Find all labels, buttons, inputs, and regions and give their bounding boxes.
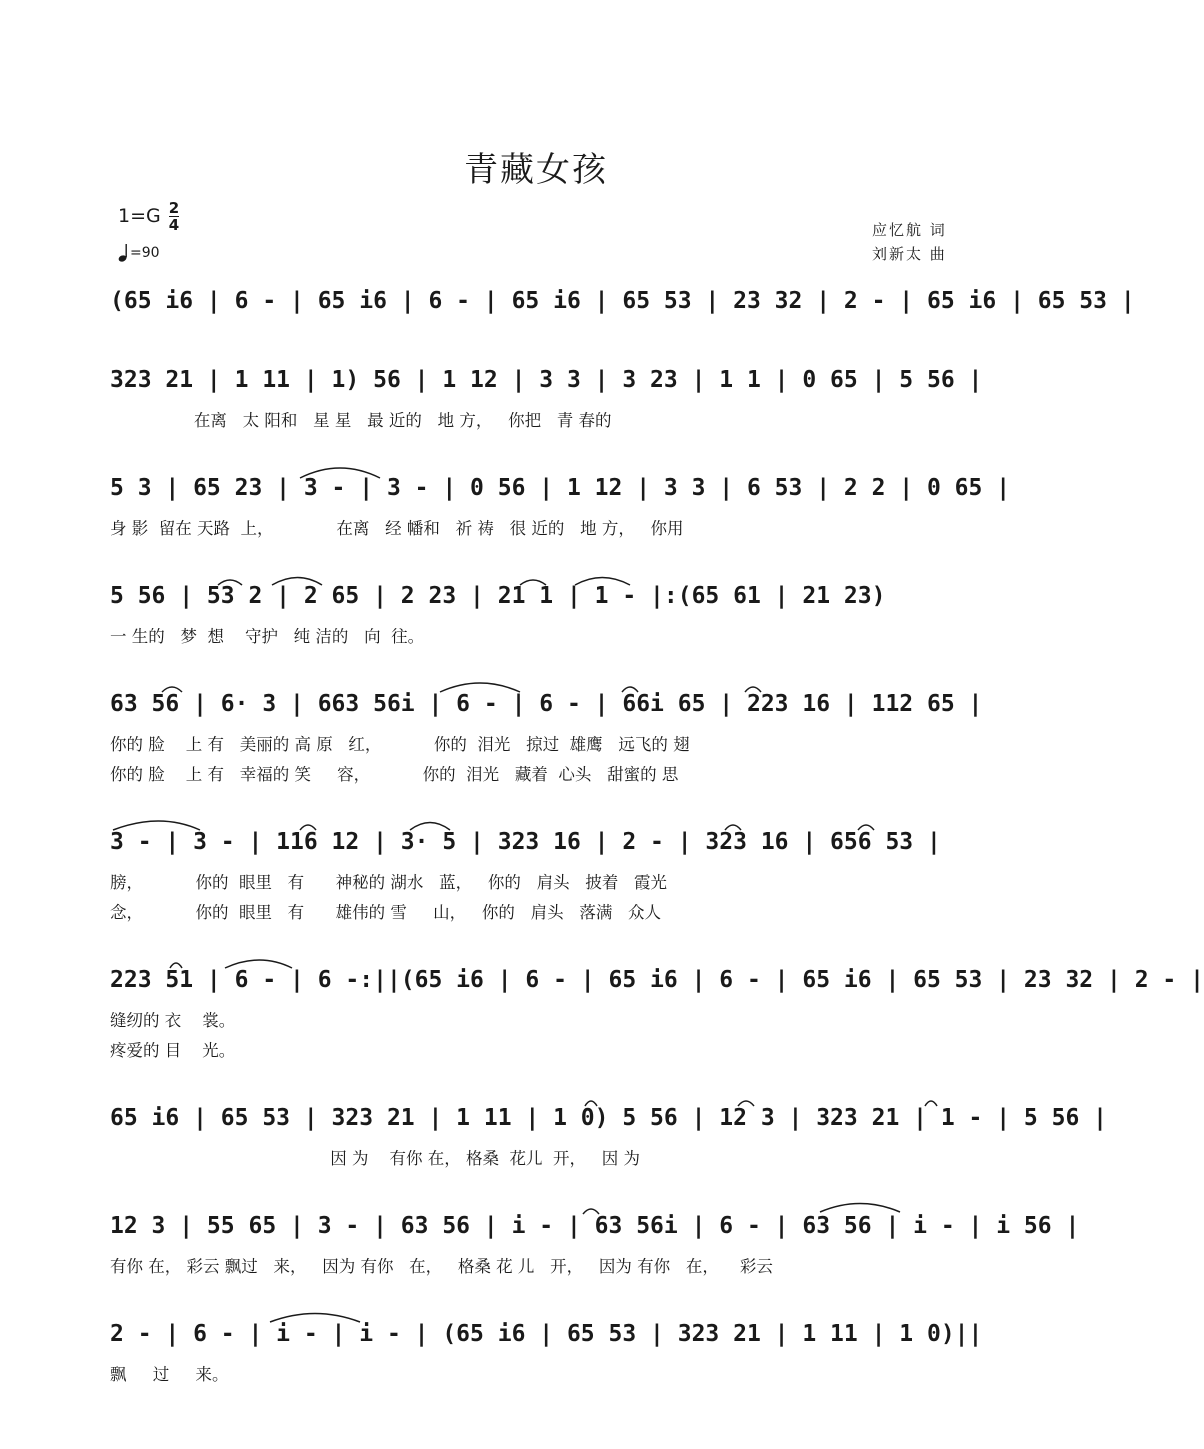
notation-line: 5 3 | 65 23 | 3 - | 3 - | 0 56 | 1 12 | 3 3 | 6 53 | 2 2 | 0 65 |: [110, 475, 1011, 501]
lyricist: 应忆航 词: [872, 221, 947, 239]
time-signature: [169, 200, 179, 233]
lyric-line: 你的 脸 上 有 幸福的 笑 容， 你的 泪光 藏着 心头 甜蜜的 思: [110, 765, 679, 784]
lyric-line: 身 影 留在 天路 上， 在离 经 幡和 祈 祷 很 近的 地 方， 你用: [110, 519, 684, 538]
key-text: 1=G: [118, 205, 161, 227]
notation-line: 223 51 | 6 - | 6 -:||(65 i6 | 6 - | 65 i6 | 6 - | 65 i6 | 65 53 | 23 32 | 2 - |: [110, 967, 1204, 993]
time-signature-bottom: 4: [168, 216, 180, 234]
lyric-line: 膀， 你的 眼里 有 神秘的 湖水 蓝， 你的 肩头 披着 霞光: [110, 873, 668, 892]
lyric-line: 飘 过 来。: [110, 1365, 229, 1384]
lyric-line: 你的 脸 上 有 美丽的 高 原 红， 你的 泪光 掠过 雄鹰 远飞的 翅: [110, 735, 690, 754]
notation-line: 63 56 | 6· 3 | 663 56i | 6 - | 6 - | 66i 65 | 223 16 | 112 65 |: [110, 691, 983, 717]
time-signature-top: 2: [168, 199, 180, 217]
lyric-line: 缝纫的 衣 裳。: [110, 1011, 236, 1030]
credits: [872, 218, 947, 266]
lyric-line: 一 生的 梦 想 守护 纯 洁的 向 往。: [110, 627, 425, 646]
lyric-line: 在离 太 阳和 星 星 最 近的 地 方， 你把 青 春的: [110, 411, 612, 430]
notation-line: 12 3 | 55 65 | 3 - | 63 56 | i - | 63 56i | 6 - | 63 56 | i - | i 56 |: [110, 1213, 1080, 1239]
notation-line: 323 21 | 1 11 | 1) 56 | 1 12 | 3 3 | 3 23 | 1 1 | 0 65 | 5 56 |: [110, 367, 983, 393]
composer: 刘新太 曲: [872, 245, 947, 263]
notation-line: 3 - | 3 - | 116 12 | 3· 5 | 323 16 | 2 - | 323 16 | 656 53 |: [110, 829, 941, 855]
score-title: 青藏女孩: [464, 150, 608, 190]
quarter-note-icon: [118, 243, 130, 263]
lyric-line: 有你 在， 彩云 飘过 来， 因为 有你 在， 格桑 花 儿 开， 因为 有你 在， 彩云: [110, 1257, 773, 1276]
lyric-line: 因 为 有你 在， 格桑 花儿 开， 因 为: [110, 1149, 640, 1168]
tempo-value: =90: [130, 245, 160, 261]
notation-line: (65 i6 | 6 - | 65 i6 | 6 - | 65 i6 | 65 53 | 23 32 | 2 - | 65 i6 | 65 53 |: [110, 288, 1135, 314]
lyric-line: 疼爱的 目 光。: [110, 1041, 236, 1060]
notation-line: 2 - | 6 - | i - | i - | (65 i6 | 65 53 | 323 21 | 1 11 | 1 0)||: [110, 1321, 983, 1347]
notation-line: 5 56 | 53 2 | 2 65 | 2 23 | 21 1 | 1 - |:(65 61 | 21 23): [110, 583, 886, 609]
tempo-marking: [118, 243, 160, 263]
key-signature: [118, 200, 179, 233]
lyric-line: 念， 你的 眼里 有 雄伟的 雪 山， 你的 肩头 落满 众人: [110, 903, 662, 922]
notation-line: 65 i6 | 65 53 | 323 21 | 1 11 | 1 0) 5 56 | 12 3 | 323 21 | 1 - | 5 56 |: [110, 1105, 1107, 1131]
